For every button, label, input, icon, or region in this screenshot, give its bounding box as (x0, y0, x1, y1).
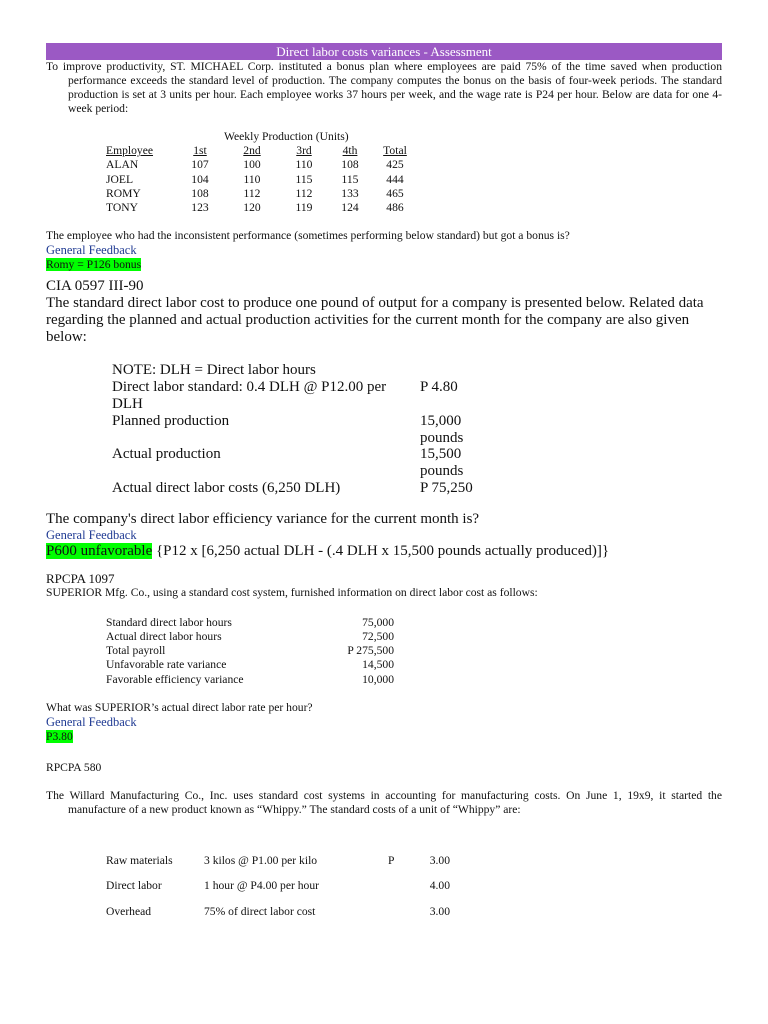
q3-answer: P3.80 (46, 729, 73, 743)
payroll-data-table (106, 616, 722, 687)
table-cell: 107 (191, 158, 209, 172)
table-row (106, 873, 450, 899)
table-row (106, 644, 394, 658)
row-value: 72,500 (362, 630, 394, 644)
table-cell: ROMY (106, 186, 141, 200)
row-label: Standard direct labor hours (106, 615, 232, 629)
cost-item: Overhead (106, 904, 152, 918)
q4-heading: RPCPA 580 (46, 760, 102, 774)
q4-text: The Willard Manufacturing Co., Inc. uses standard cost systems in accounting for manufacturing costs. On June 1, 19x9, it started the manufacture of a new product known as “Whippy.” The standard costs of a unit of “Whippy” are: (46, 788, 722, 816)
standard-cost-table (106, 848, 722, 925)
cost-basis: 75% of direct labor cost (204, 904, 316, 918)
table-cell: 100 (243, 158, 261, 172)
production-table-caption: Weekly Production (Units) (224, 130, 349, 143)
row-label: Planned production (112, 412, 230, 429)
row-label: Direct labor standard: 0.4 DLH @ P12.00 per DLH (112, 379, 387, 413)
table-row (106, 616, 394, 630)
header-cell: Employee (106, 144, 154, 157)
q2-answer: P600 unfavorable (46, 542, 153, 559)
table-cell: 133 (341, 186, 359, 200)
labor-data-table (112, 362, 722, 496)
cost-value: 3.00 (429, 904, 450, 918)
table-cell: 108 (341, 158, 359, 172)
table-cell: 465 (386, 186, 404, 200)
row-label: Actual direct labor hours (106, 630, 222, 644)
table-row (106, 201, 418, 215)
row-value: P 275,500 (347, 644, 394, 658)
table-row (106, 673, 394, 687)
currency-symbol (388, 873, 408, 899)
header-cell: 4th (342, 144, 358, 157)
row-label: Actual direct labor costs (6,250 DLH) (112, 480, 341, 497)
row-label: NOTE: DLH = Direct labor hours (112, 362, 316, 379)
table-cell: 110 (243, 172, 261, 186)
q3-text: SUPERIOR Mfg. Co., using a standard cost system, furnished information on direct labor cost as follows: (46, 585, 538, 599)
cost-basis: 3 kilos @ P1.00 per kilo (204, 853, 318, 867)
page-banner-title: Direct labor costs variances - Assessment (46, 43, 722, 60)
row-value: 10,000 (362, 672, 394, 686)
table-cell: 115 (341, 172, 359, 186)
q2-explanation: {P12 x [6,250 actual DLH - (.4 DLH x 15,500 pounds actually produced)]} (152, 542, 610, 559)
table-cell: TONY (106, 201, 138, 215)
table-cell: 444 (386, 172, 404, 186)
cost-item: Direct labor (106, 879, 162, 893)
q2-heading: CIA 0597 III-90 (46, 278, 144, 295)
table-row (112, 379, 500, 413)
row-value: 15,000 pounds (420, 412, 464, 446)
q2-feedback-link[interactable]: General Feedback (46, 527, 137, 542)
q3-heading: RPCPA 1097 (46, 570, 115, 586)
table-cell: 108 (191, 186, 209, 200)
table-row (106, 630, 394, 644)
table-row (112, 413, 500, 447)
table-cell: 123 (191, 201, 209, 215)
q1-text: To improve productivity, ST. MICHAEL Corp. instituted a bonus plan where employees are paid 75% of the time saved when production performance exceeds the standard level of production. The company computes the bonus on the basis of four-week periods. The standard production is set at 3 units per hour. Each employee works 37 hours per week, and the wage rate is P24 per hour. Below are data for one 4-week period: (46, 60, 722, 115)
header-cell: 1st (193, 144, 207, 157)
header-cell: 2nd (243, 144, 261, 157)
table-row (106, 899, 450, 925)
q3-answer-line (46, 730, 722, 744)
q1-answer: Romy = P126 bonus (46, 258, 142, 272)
table-cell: 110 (295, 158, 313, 172)
currency-symbol (388, 899, 408, 925)
cost-value: 3.00 (429, 853, 450, 867)
row-value (420, 362, 500, 379)
table-row (112, 480, 500, 497)
table-row (106, 658, 394, 672)
cost-basis: 1 hour @ P4.00 per hour (204, 879, 320, 893)
table-cell: 112 (243, 186, 261, 200)
production-table-header (106, 144, 418, 158)
table-cell: 115 (295, 172, 313, 186)
table-row (106, 848, 450, 874)
q2-answer-line (46, 543, 722, 560)
table-cell: 112 (295, 186, 313, 200)
document-page (46, 43, 722, 924)
table-row (112, 362, 500, 379)
row-label: Favorable efficiency variance (106, 672, 244, 686)
q2-text: The standard direct labor cost to produce one pound of output for a company is presented below. Related data regarding the planned and actual production activities for the current month for the company are also given below: (46, 295, 704, 346)
cost-item: Raw materials (106, 853, 173, 867)
row-label: Actual production (112, 446, 221, 463)
q2-question: The company's direct labor efficiency variance for the current month is? (46, 510, 480, 527)
q3-question: What was SUPERIOR’s actual direct labor rate per hour? (46, 700, 313, 714)
table-cell: 486 (386, 201, 404, 215)
q1-feedback-link[interactable]: General Feedback (46, 243, 137, 258)
table-cell: 120 (243, 201, 261, 215)
table-cell: 425 (386, 158, 404, 172)
header-cell: 3rd (296, 144, 312, 157)
cost-value: 4.00 (429, 879, 450, 893)
table-row (112, 446, 500, 480)
currency-symbol: P (388, 853, 395, 867)
table-row (106, 158, 418, 172)
table-row (106, 187, 418, 201)
row-value: P 4.80 (420, 379, 458, 396)
row-value: 15,500 pounds (420, 446, 464, 480)
table-cell: JOEL (106, 172, 134, 186)
header-cell: Total (383, 144, 407, 157)
row-value: P 75,250 (420, 480, 473, 497)
row-value: 75,000 (362, 615, 394, 629)
row-label: Unfavorable rate variance (106, 658, 227, 672)
q1-answer-line (46, 258, 722, 272)
row-label: Total payroll (106, 644, 166, 658)
production-table (106, 130, 722, 215)
table-row (106, 173, 418, 187)
q3-feedback-link[interactable]: General Feedback (46, 714, 137, 729)
table-cell: 104 (191, 172, 209, 186)
table-cell: 119 (295, 201, 313, 215)
table-cell: 124 (341, 201, 359, 215)
row-value: 14,500 (362, 658, 394, 672)
q1-question: The employee who had the inconsistent performance (sometimes performing below standard) but got a bonus is? (46, 229, 570, 243)
table-cell: ALAN (106, 158, 139, 172)
